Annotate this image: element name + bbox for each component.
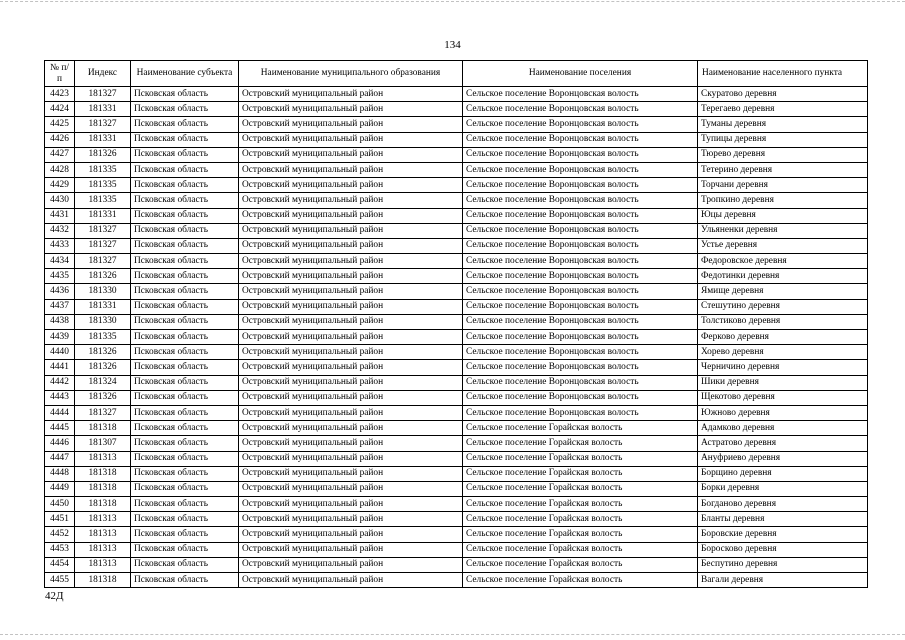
cell-index: 181327 — [75, 87, 131, 102]
table-row — [45, 284, 868, 299]
cell-settlement: Сельское поселение Горайская волость — [463, 527, 698, 542]
cell-locality: Черничино деревня — [698, 360, 868, 375]
cell-num: 4430 — [45, 193, 75, 208]
cell-locality: Федоровское деревня — [698, 254, 868, 269]
cell-municipality: Островский муниципальный район — [239, 466, 463, 481]
cell-municipality: Островский муниципальный район — [239, 436, 463, 451]
header-locality: Наименование населенного пункта — [698, 61, 868, 87]
cell-num: 4432 — [45, 223, 75, 238]
cell-num: 4438 — [45, 314, 75, 329]
cell-num: 4434 — [45, 254, 75, 269]
cell-index: 181324 — [75, 375, 131, 390]
cell-num: 4436 — [45, 284, 75, 299]
cell-num: 4447 — [45, 451, 75, 466]
table-row — [45, 436, 868, 451]
cell-locality: Терегаево деревня — [698, 102, 868, 117]
table-row — [45, 481, 868, 496]
cell-locality: Ульяненки деревня — [698, 223, 868, 238]
cell-num: 4453 — [45, 542, 75, 557]
cell-settlement: Сельское поселение Горайская волость — [463, 436, 698, 451]
cell-subject: Псковская область — [131, 345, 239, 360]
cell-locality: Федотинки деревня — [698, 269, 868, 284]
cell-settlement: Сельское поселение Воронцовская волость — [463, 178, 698, 193]
cell-num: 4444 — [45, 405, 75, 420]
table-row — [45, 117, 868, 132]
cell-locality: Южново деревня — [698, 405, 868, 420]
cell-settlement: Сельское поселение Воронцовская волость — [463, 405, 698, 420]
table-row — [45, 178, 868, 193]
cell-settlement: Сельское поселение Воронцовская волость — [463, 360, 698, 375]
cell-municipality: Островский муниципальный район — [239, 117, 463, 132]
cell-index: 181331 — [75, 132, 131, 147]
cell-settlement: Сельское поселение Горайская волость — [463, 481, 698, 496]
cell-num: 4437 — [45, 299, 75, 314]
cell-subject: Псковская область — [131, 375, 239, 390]
cell-settlement: Сельское поселение Горайская волость — [463, 451, 698, 466]
cell-locality: Торчани деревня — [698, 178, 868, 193]
cell-settlement: Сельское поселение Воронцовская волость — [463, 117, 698, 132]
table-row — [45, 466, 868, 481]
cell-locality: Стешутино деревня — [698, 299, 868, 314]
cell-settlement: Сельское поселение Горайская волость — [463, 421, 698, 436]
cell-subject: Псковская область — [131, 238, 239, 253]
cell-num: 4425 — [45, 117, 75, 132]
cell-settlement: Сельское поселение Воронцовская волость — [463, 238, 698, 253]
cell-locality: Ямище деревня — [698, 284, 868, 299]
cell-num: 4424 — [45, 102, 75, 117]
cell-subject: Псковская область — [131, 330, 239, 345]
cell-subject: Псковская область — [131, 178, 239, 193]
cell-locality: Тупицы деревня — [698, 132, 868, 147]
cell-municipality: Островский муниципальный район — [239, 542, 463, 557]
cell-municipality: Островский муниципальный район — [239, 360, 463, 375]
cell-municipality: Островский муниципальный район — [239, 193, 463, 208]
cell-settlement: Сельское поселение Воронцовская волость — [463, 223, 698, 238]
cell-subject: Псковская область — [131, 436, 239, 451]
cell-settlement: Сельское поселение Воронцовская волость — [463, 390, 698, 405]
cell-municipality: Островский муниципальный район — [239, 451, 463, 466]
table-row — [45, 451, 868, 466]
cell-settlement: Сельское поселение Воронцовская волость — [463, 345, 698, 360]
cell-subject: Псковская область — [131, 254, 239, 269]
cell-index: 181313 — [75, 451, 131, 466]
cell-subject: Псковская область — [131, 314, 239, 329]
cell-subject: Псковская область — [131, 102, 239, 117]
header-index: Индекс — [75, 61, 131, 87]
table-row — [45, 390, 868, 405]
cell-subject: Псковская область — [131, 87, 239, 102]
cell-locality: Устье деревня — [698, 238, 868, 253]
cell-index: 181327 — [75, 254, 131, 269]
table-row — [45, 102, 868, 117]
table-body — [45, 87, 868, 588]
cell-num: 4429 — [45, 178, 75, 193]
cell-locality: Толстиково деревня — [698, 314, 868, 329]
cell-locality: Скуратово деревня — [698, 87, 868, 102]
cell-index: 181313 — [75, 542, 131, 557]
cell-settlement: Сельское поселение Воронцовская волость — [463, 269, 698, 284]
header-num: № п/п — [45, 61, 75, 87]
cell-settlement: Сельское поселение Горайская волость — [463, 497, 698, 512]
cell-num: 4442 — [45, 375, 75, 390]
cell-locality: Тетерино деревня — [698, 162, 868, 177]
cell-settlement: Сельское поселение Воронцовская волость — [463, 87, 698, 102]
cell-municipality: Островский муниципальный район — [239, 573, 463, 588]
table-row — [45, 299, 868, 314]
cell-locality: Борки деревня — [698, 481, 868, 496]
cell-subject: Псковская область — [131, 542, 239, 557]
cell-num: 4440 — [45, 345, 75, 360]
cell-index: 181330 — [75, 314, 131, 329]
page-number: 134 — [444, 39, 461, 51]
cell-index: 181313 — [75, 557, 131, 572]
table-row — [45, 314, 868, 329]
cell-locality: Шики деревня — [698, 375, 868, 390]
cell-index: 181313 — [75, 512, 131, 527]
cell-municipality: Островский муниципальный район — [239, 284, 463, 299]
cell-municipality: Островский муниципальный район — [239, 87, 463, 102]
cell-settlement: Сельское поселение Воронцовская волость — [463, 299, 698, 314]
cell-municipality: Островский муниципальный район — [239, 147, 463, 162]
cell-locality: Ануфриево деревня — [698, 451, 868, 466]
table-row — [45, 527, 868, 542]
cell-num: 4454 — [45, 557, 75, 572]
cell-municipality: Островский муниципальный район — [239, 527, 463, 542]
cell-settlement: Сельское поселение Воронцовская волость — [463, 314, 698, 329]
table-row — [45, 573, 868, 588]
cell-subject: Псковская область — [131, 466, 239, 481]
cell-locality: Богданово деревня — [698, 497, 868, 512]
cell-municipality: Островский муниципальный район — [239, 208, 463, 223]
table-row — [45, 208, 868, 223]
cell-index: 181318 — [75, 573, 131, 588]
cell-settlement: Сельское поселение Горайская волость — [463, 512, 698, 527]
table-row — [45, 360, 868, 375]
cell-municipality: Островский муниципальный район — [239, 557, 463, 572]
cell-num: 4428 — [45, 162, 75, 177]
table-row — [45, 330, 868, 345]
cell-index: 181318 — [75, 481, 131, 496]
cell-subject: Псковская область — [131, 512, 239, 527]
table-row — [45, 147, 868, 162]
cell-locality: Борщино деревня — [698, 466, 868, 481]
cell-settlement: Сельское поселение Воронцовская волость — [463, 254, 698, 269]
cell-subject: Псковская область — [131, 223, 239, 238]
cell-num: 4443 — [45, 390, 75, 405]
cell-index: 181318 — [75, 466, 131, 481]
cell-subject: Псковская область — [131, 132, 239, 147]
cell-settlement: Сельское поселение Воронцовская волость — [463, 132, 698, 147]
table-row — [45, 193, 868, 208]
cell-num: 4426 — [45, 132, 75, 147]
cell-index: 181318 — [75, 421, 131, 436]
cell-municipality: Островский муниципальный район — [239, 421, 463, 436]
cell-index: 181331 — [75, 299, 131, 314]
cell-num: 4433 — [45, 238, 75, 253]
table-row — [45, 254, 868, 269]
cell-subject: Псковская область — [131, 557, 239, 572]
cell-index: 181331 — [75, 208, 131, 223]
cell-num: 4455 — [45, 573, 75, 588]
header-settlement: Наименование поселения — [463, 61, 698, 87]
cell-subject: Псковская область — [131, 193, 239, 208]
cell-index: 181335 — [75, 193, 131, 208]
cell-municipality: Островский муниципальный район — [239, 238, 463, 253]
cell-subject: Псковская область — [131, 405, 239, 420]
cell-settlement: Сельское поселение Воронцовская волость — [463, 102, 698, 117]
cell-settlement: Сельское поселение Воронцовская волость — [463, 162, 698, 177]
cell-settlement: Сельское поселение Воронцовская волость — [463, 147, 698, 162]
cell-num: 4439 — [45, 330, 75, 345]
cell-num: 4423 — [45, 87, 75, 102]
cell-index: 181327 — [75, 223, 131, 238]
cell-subject: Псковская область — [131, 299, 239, 314]
table-row — [45, 269, 868, 284]
cell-subject: Псковская область — [131, 481, 239, 496]
scan-top-edge — [0, 1, 905, 4]
cell-settlement: Сельское поселение Воронцовская волость — [463, 208, 698, 223]
cell-subject: Псковская область — [131, 527, 239, 542]
cell-locality: Туманы деревня — [698, 117, 868, 132]
cell-municipality: Островский муниципальный район — [239, 375, 463, 390]
table-row — [45, 421, 868, 436]
cell-locality: Ферково деревня — [698, 330, 868, 345]
table-row — [45, 557, 868, 572]
cell-locality: Боросково деревня — [698, 542, 868, 557]
cell-num: 4427 — [45, 147, 75, 162]
cell-subject: Псковская область — [131, 284, 239, 299]
cell-municipality: Островский муниципальный район — [239, 345, 463, 360]
table-row — [45, 223, 868, 238]
table-row — [45, 87, 868, 102]
cell-index: 181326 — [75, 390, 131, 405]
cell-municipality: Островский муниципальный район — [239, 299, 463, 314]
cell-municipality: Островский муниципальный район — [239, 162, 463, 177]
cell-settlement: Сельское поселение Воронцовская волость — [463, 193, 698, 208]
cell-index: 181330 — [75, 284, 131, 299]
cell-num: 4441 — [45, 360, 75, 375]
cell-municipality: Островский муниципальный район — [239, 497, 463, 512]
table-row — [45, 375, 868, 390]
cell-num: 4450 — [45, 497, 75, 512]
cell-index: 181327 — [75, 117, 131, 132]
cell-num: 4452 — [45, 527, 75, 542]
cell-locality: Адамково деревня — [698, 421, 868, 436]
cell-locality: Вагали деревня — [698, 573, 868, 588]
cell-locality: Хорево деревня — [698, 345, 868, 360]
cell-locality: Бланты деревня — [698, 512, 868, 527]
cell-locality: Тюрево деревня — [698, 147, 868, 162]
cell-municipality: Островский муниципальный район — [239, 405, 463, 420]
cell-num: 4445 — [45, 421, 75, 436]
cell-index: 181326 — [75, 360, 131, 375]
cell-subject: Псковская область — [131, 421, 239, 436]
cell-locality: Боровские деревня — [698, 527, 868, 542]
cell-settlement: Сельское поселение Горайская волость — [463, 557, 698, 572]
cell-municipality: Островский муниципальный район — [239, 512, 463, 527]
cell-municipality: Островский муниципальный район — [239, 481, 463, 496]
cell-municipality: Островский муниципальный район — [239, 132, 463, 147]
table-row — [45, 345, 868, 360]
cell-municipality: Островский муниципальный район — [239, 269, 463, 284]
cell-subject: Псковская область — [131, 360, 239, 375]
table-row — [45, 162, 868, 177]
cell-settlement: Сельское поселение Горайская волость — [463, 542, 698, 557]
cell-subject: Псковская область — [131, 208, 239, 223]
cell-settlement: Сельское поселение Горайская волость — [463, 466, 698, 481]
cell-num: 4449 — [45, 481, 75, 496]
cell-municipality: Островский муниципальный район — [239, 254, 463, 269]
cell-index: 181318 — [75, 497, 131, 512]
cell-locality: Беспутино деревня — [698, 557, 868, 572]
cell-municipality: Островский муниципальный район — [239, 178, 463, 193]
cell-subject: Псковская область — [131, 117, 239, 132]
cell-municipality: Островский муниципальный район — [239, 314, 463, 329]
cell-settlement: Сельское поселение Воронцовская волость — [463, 284, 698, 299]
cell-num: 4435 — [45, 269, 75, 284]
cell-subject: Псковская область — [131, 451, 239, 466]
table-header-row — [45, 61, 868, 87]
table-row — [45, 542, 868, 557]
cell-num: 4446 — [45, 436, 75, 451]
header-subject: Наименование субъекта — [131, 61, 239, 87]
cell-num: 4451 — [45, 512, 75, 527]
cell-index: 181335 — [75, 162, 131, 177]
table-row — [45, 132, 868, 147]
cell-municipality: Островский муниципальный район — [239, 102, 463, 117]
cell-index: 181327 — [75, 238, 131, 253]
scan-bottom-edge — [0, 634, 905, 637]
settlements-table — [44, 60, 868, 588]
cell-subject: Псковская область — [131, 269, 239, 284]
cell-settlement: Сельское поселение Воронцовская волость — [463, 330, 698, 345]
cell-index: 181326 — [75, 345, 131, 360]
table-row — [45, 238, 868, 253]
cell-municipality: Островский муниципальный район — [239, 223, 463, 238]
cell-subject: Псковская область — [131, 162, 239, 177]
cell-index: 181335 — [75, 178, 131, 193]
footer-code: 42Д — [45, 590, 64, 602]
cell-subject: Псковская область — [131, 497, 239, 512]
cell-index: 181307 — [75, 436, 131, 451]
cell-num: 4431 — [45, 208, 75, 223]
cell-index: 181331 — [75, 102, 131, 117]
cell-settlement: Сельское поселение Горайская волость — [463, 573, 698, 588]
cell-locality: Тропкино деревня — [698, 193, 868, 208]
cell-num: 4448 — [45, 466, 75, 481]
cell-subject: Псковская область — [131, 390, 239, 405]
cell-locality: Щекотово деревня — [698, 390, 868, 405]
cell-index: 181326 — [75, 269, 131, 284]
cell-subject: Псковская область — [131, 573, 239, 588]
cell-municipality: Островский муниципальный район — [239, 390, 463, 405]
cell-index: 181335 — [75, 330, 131, 345]
cell-subject: Псковская область — [131, 147, 239, 162]
table-row — [45, 512, 868, 527]
cell-municipality: Островский муниципальный район — [239, 330, 463, 345]
cell-index: 181327 — [75, 405, 131, 420]
table-row — [45, 405, 868, 420]
cell-index: 181326 — [75, 147, 131, 162]
cell-locality: Астратово деревня — [698, 436, 868, 451]
header-municipality: Наименование муниципального образования — [239, 61, 463, 87]
cell-locality: Юцы деревня — [698, 208, 868, 223]
table-row — [45, 497, 868, 512]
cell-index: 181313 — [75, 527, 131, 542]
cell-settlement: Сельское поселение Воронцовская волость — [463, 375, 698, 390]
